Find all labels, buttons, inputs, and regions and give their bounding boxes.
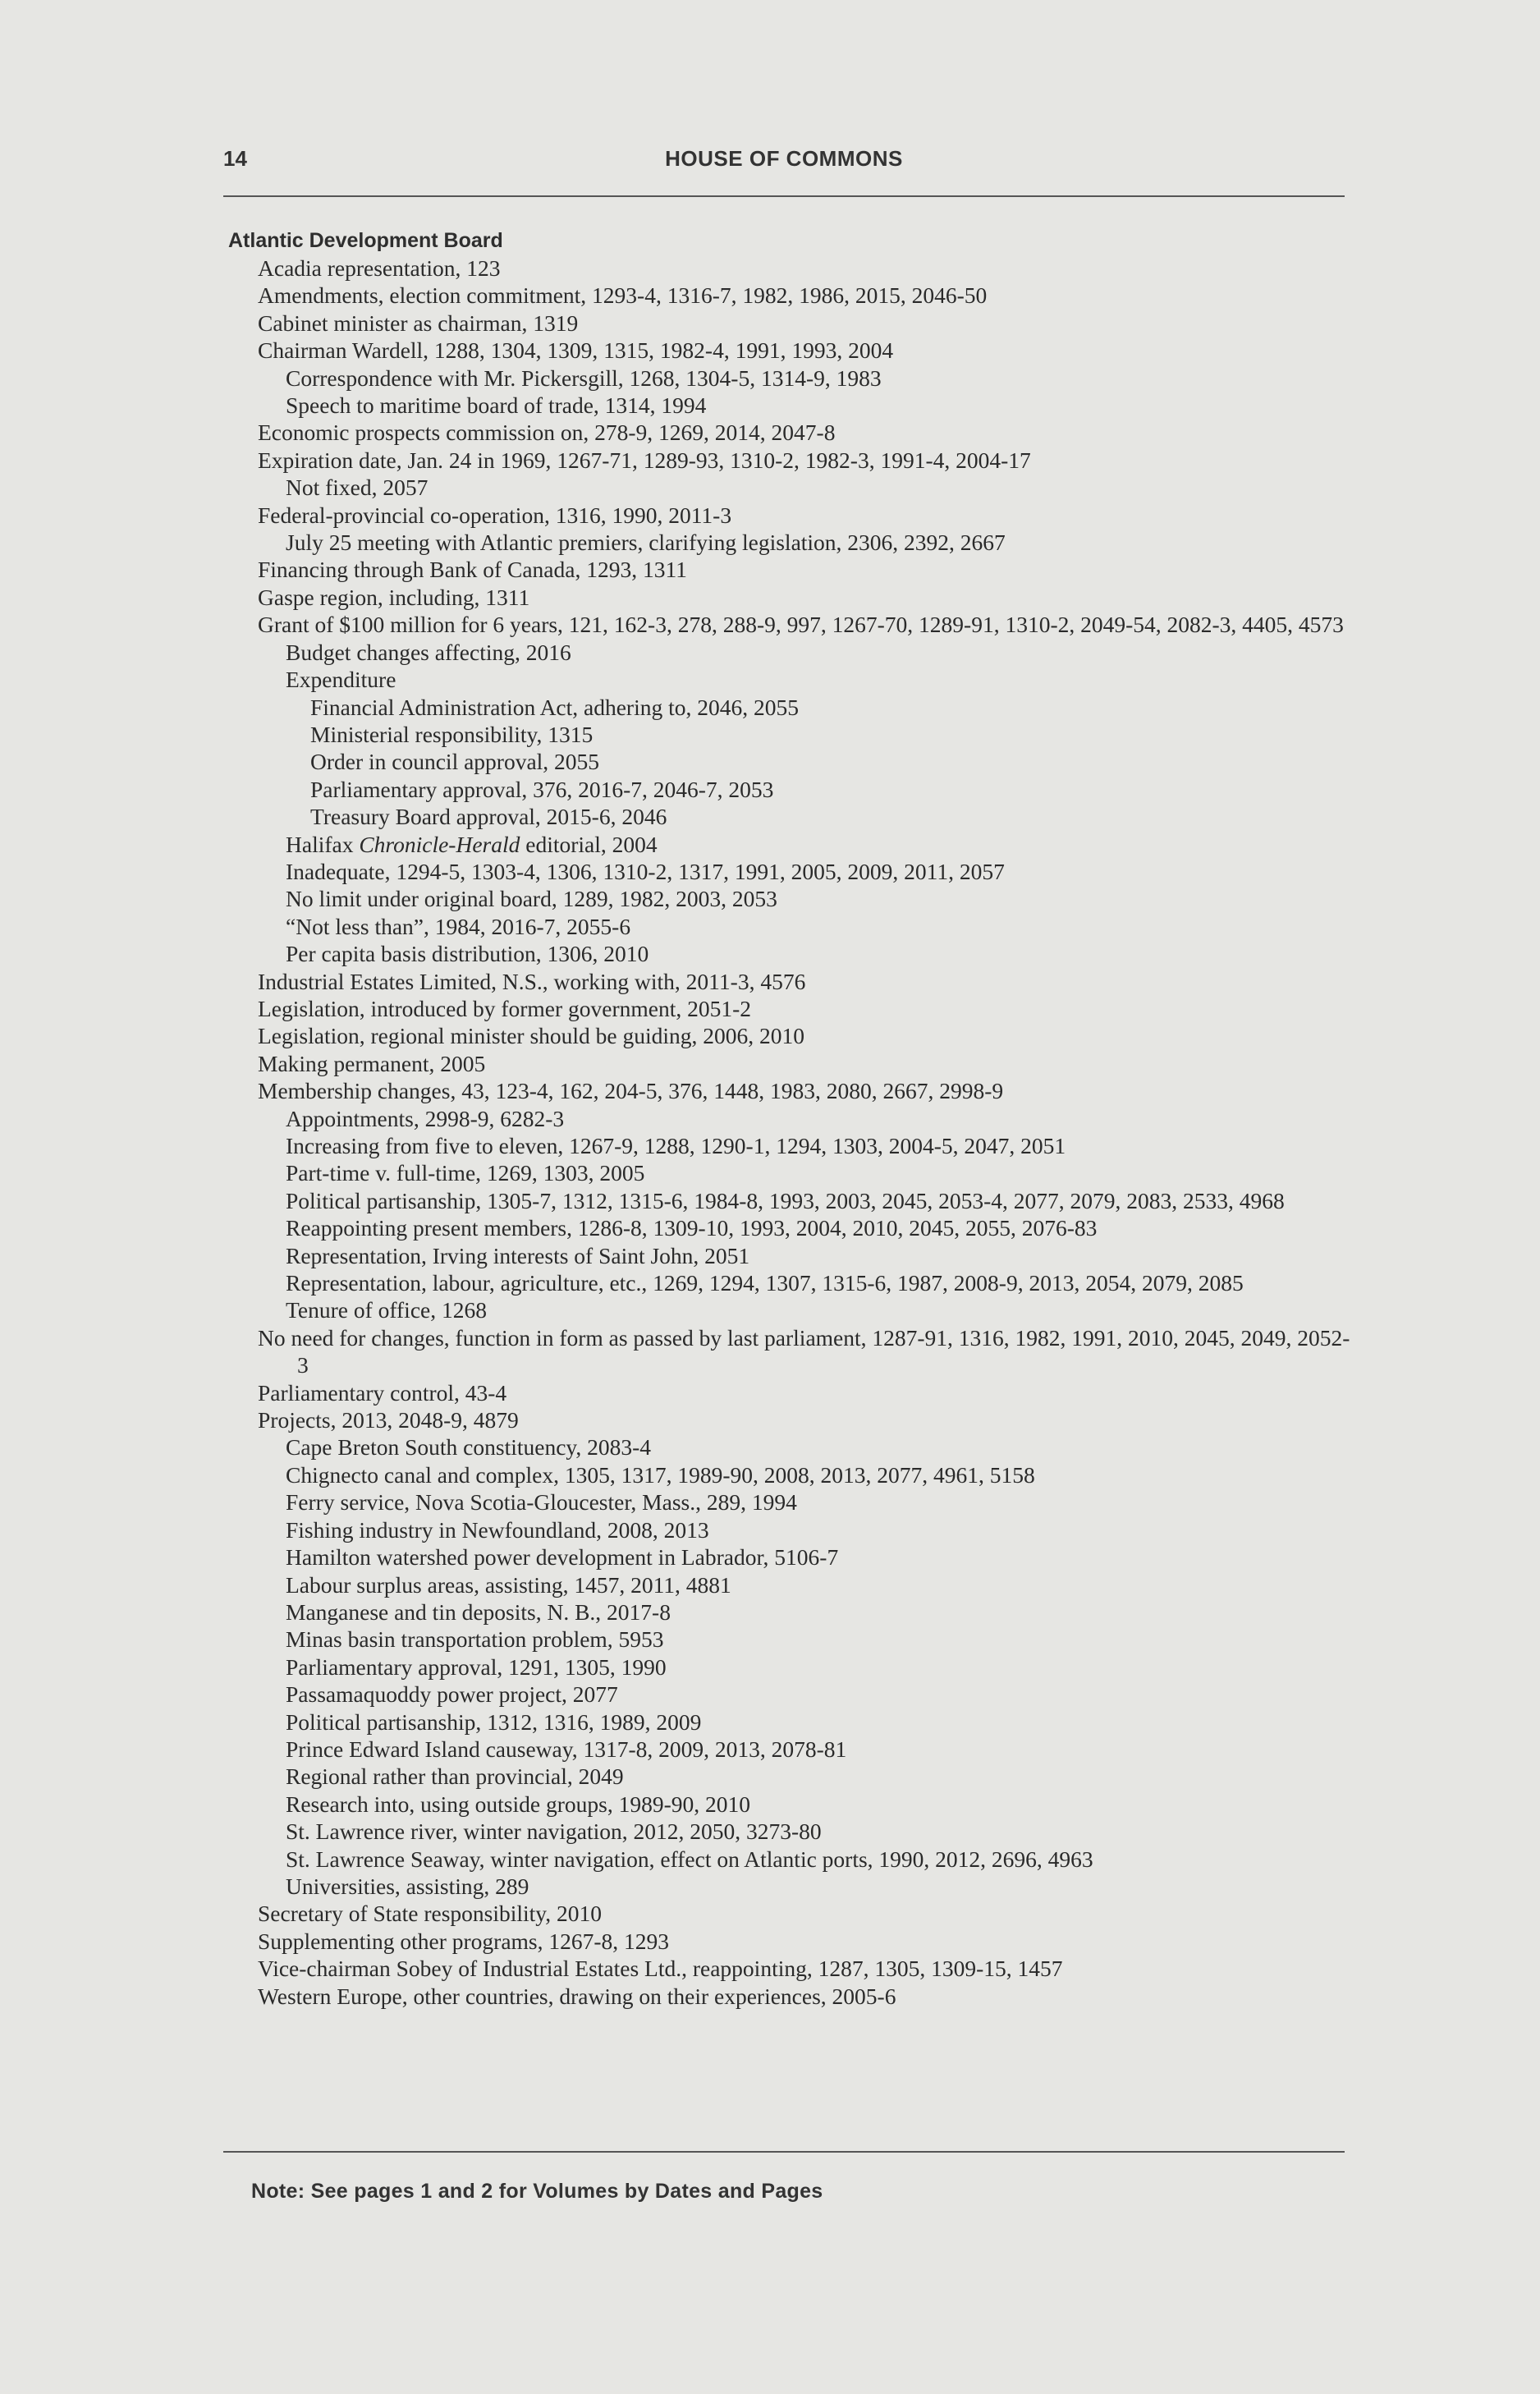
index-subentry: Representation, Irving interests of Saint John, 2051 (286, 1242, 750, 1268)
index-entry: Economic prospects commission on, 278-9, 1269, 2014, 2047-8 (258, 420, 836, 446)
page-number: 14 (223, 146, 247, 171)
index-subentry: Increasing from five to eleven, 1267-9, 1288, 1290-1, 1294, 1303, 2004-5, 2047, 2051 (286, 1133, 1066, 1158)
index-subentry: Regional rather than provincial, 2049 (286, 1763, 624, 1790)
index-entry: Legislation, introduced by former government, 2051-2 (258, 995, 752, 1021)
index-subsubentry: Order in council approval, 2055 (310, 749, 600, 775)
index-entry: Membership changes, 43, 123-4, 162, 204-5, 376, 1448, 1983, 2080, 2667, 2998-9 (258, 1078, 1004, 1104)
index-subentry: Cape Breton South constituency, 2083-4 (286, 1434, 652, 1461)
index-subentry: Universities, assisting, 289 (286, 1873, 529, 1899)
index-subentry: Political partisanship, 1312, 1316, 1989, 2009 (286, 1708, 702, 1735)
index-section (228, 227, 1353, 2010)
index-subentry: Chignecto canal and complex, 1305, 1317, 1989-90, 2008, 2013, 2077, 4961, 5158 (286, 1461, 1035, 1488)
index-subentry: Parliamentary approval, 1291, 1305, 1990 (286, 1653, 667, 1680)
index-entry: Supplementing other programs, 1267-8, 1293 (258, 1928, 670, 1954)
index-subentry: “Not less than”, 1984, 2016-7, 2055-6 (286, 913, 631, 939)
index-subentry: Political partisanship, 1305-7, 1312, 1315-6, 1984-8, 1993, 2003, 2045, 2053-4, 2077, 2079, 2083, 2533, 4968 (286, 1187, 1285, 1213)
index-subsubentry: Ministerial responsibility, 1315 (310, 721, 594, 747)
index-subentry: Not fixed, 2057 (286, 475, 429, 501)
index-subentry: Labour surplus areas, assisting, 1457, 2011, 4881 (286, 1571, 731, 1598)
index-entry: Projects, 2013, 2048-9, 4879 (258, 1407, 519, 1433)
index-entry: Acadia representation, 123 (258, 255, 501, 281)
index-subentry: Research into, using outside groups, 1989-90, 2010 (286, 1791, 750, 1817)
index-entry: Gaspe region, including, 1311 (258, 584, 530, 610)
index-subentry: Passamaquoddy power project, 2077 (286, 1681, 618, 1708)
section-heading: Atlantic Development Board (228, 229, 503, 252)
index-subentry: Inadequate, 1294-5, 1303-4, 1306, 1310-2, 1317, 1991, 2005, 2009, 2011, 2057 (286, 858, 1005, 884)
index-subsubentry: Financial Administration Act, adhering to, 2046, 2055 (310, 694, 799, 720)
index-subentry: Prince Edward Island causeway, 1317-8, 2009, 2013, 2078-81 (286, 1736, 847, 1762)
index-subentry (228, 831, 1353, 858)
entry-text: editorial, 2004 (525, 831, 658, 857)
index-subentry: Expenditure (286, 667, 396, 693)
index-entry: Vice-chairman Sobey of Industrial Estates Ltd., reappointing, 1287, 1305, 1309-15, 1457 (258, 1956, 1063, 1982)
index-subentry: Manganese and tin deposits, N. B., 2017-8 (286, 1598, 671, 1625)
index-subentry: July 25 meeting with Atlantic premiers, clarifying legislation, 2306, 2392, 2667 (286, 530, 1006, 556)
index-subentry: Reappointing present members, 1286-8, 1309-10, 1993, 2004, 2010, 2045, 2055, 2076-83 (286, 1215, 1098, 1241)
volumes-note: Note: See pages 1 and 2 for Volumes by Dates and Pages (251, 2180, 823, 2203)
index-subentry: Part-time v. full-time, 1269, 1303, 2005 (286, 1160, 645, 1186)
header-rule (223, 195, 1345, 197)
index-entry: Chairman Wardell, 1288, 1304, 1309, 1315, 1982-4, 1991, 1993, 2004 (258, 337, 894, 364)
index-subentry: Ferry service, Nova Scotia-Gloucester, Mass., 289, 1994 (286, 1489, 797, 1516)
index-entry: Financing through Bank of Canada, 1293, 1311 (258, 557, 687, 583)
index-entry: Making permanent, 2005 (258, 1050, 486, 1076)
index-subentry: Speech to maritime board of trade, 1314, 1994 (286, 392, 707, 419)
index-subsubentry: Treasury Board approval, 2015-6, 2046 (310, 804, 667, 830)
index-subentry: Correspondence with Mr. Pickersgill, 1268, 1304-5, 1314-9, 1983 (286, 365, 882, 391)
index-entry: Parliamentary control, 43-4 (258, 1379, 507, 1406)
index-entry: Grant of $100 million for 6 years, 121, 162-3, 278, 288-9, 997, 1267-70, 1289-91, 1310-2, 2049-54, 2082-3, 4405, 4573 (258, 612, 1344, 638)
index-subentry: Fishing industry in Newfoundland, 2008, 2013 (286, 1516, 709, 1543)
index-entry: Cabinet minister as chairman, 1319 (258, 310, 579, 336)
index-entry: Industrial Estates Limited, N.S., working with, 2011-3, 4576 (258, 968, 806, 994)
index-entry: Legislation, regional minister should be guiding, 2006, 2010 (258, 1023, 805, 1049)
index-subentry: St. Lawrence Seaway, winter navigation, effect on Atlantic ports, 1990, 2012, 2696, 4963 (286, 1846, 1093, 1872)
index-entry: Federal-provincial co-operation, 1316, 1990, 2011-3 (258, 502, 732, 528)
index-subsubentry: Parliamentary approval, 376, 2016-7, 2046-7, 2053 (310, 776, 774, 802)
index-subentry: No limit under original board, 1289, 1982, 2003, 2053 (286, 886, 777, 912)
running-title: HOUSE OF COMMONS (665, 146, 903, 171)
index-subentry: Minas basin transportation problem, 5953 (286, 1626, 664, 1653)
index-subentry: Budget changes affecting, 2016 (286, 639, 571, 665)
page-header (223, 146, 1345, 179)
newspaper-title: Chronicle-Herald (359, 831, 520, 857)
index-entry: Western Europe, other countries, drawing on their experiences, 2005-6 (258, 1983, 896, 2009)
index-subentry: Representation, labour, agriculture, etc., 1269, 1294, 1307, 1315-6, 1987, 2008-9, 2013, 2054, 2079, 2085 (286, 1270, 1244, 1296)
index-subentry: Appointments, 2998-9, 6282-3 (286, 1105, 565, 1131)
index-entry: Amendments, election commitment, 1293-4, 1316-7, 1982, 1986, 2015, 2046-50 (258, 282, 988, 309)
index-entry: Expiration date, Jan. 24 in 1969, 1267-71, 1289-93, 1310-2, 1982-3, 1991-4, 2004-17 (258, 447, 1031, 473)
footer-rule (223, 2151, 1345, 2153)
index-subentry: Tenure of office, 1268 (286, 1297, 487, 1323)
index-subentry: St. Lawrence river, winter navigation, 2012, 2050, 3273-80 (286, 1818, 822, 1845)
index-subentry: Hamilton watershed power development in Labrador, 5106-7 (286, 1544, 839, 1571)
index-entry: No need for changes, function in form as passed by last parliament, 1287-91, 1316, 1982, 1991, 2010, 2045, 2049, 2052-3 (258, 1324, 1350, 1378)
entry-text: Halifax (286, 831, 354, 857)
index-subentry: Per capita basis distribution, 1306, 2010 (286, 941, 649, 967)
index-entry: Secretary of State responsibility, 2010 (258, 1901, 603, 1927)
